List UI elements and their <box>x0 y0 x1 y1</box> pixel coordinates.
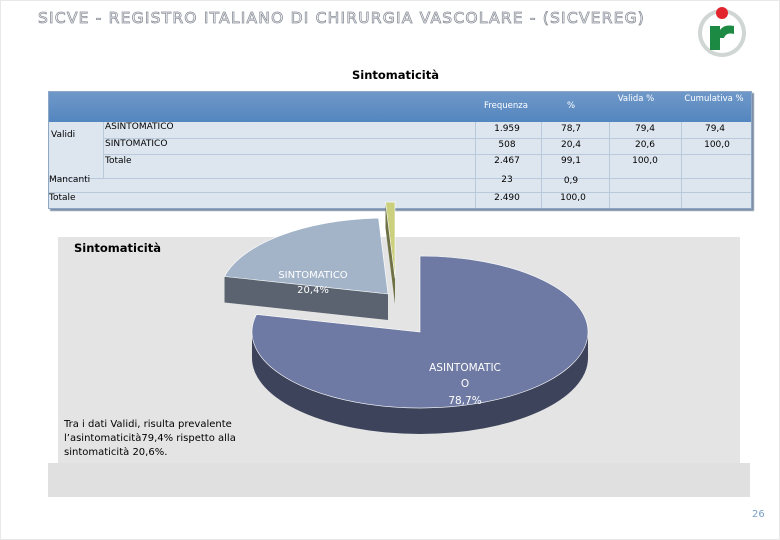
cell-percent: 0,9 <box>563 176 579 186</box>
chart-title: Sintomaticità <box>74 241 162 255</box>
cell-valida: 20,6 <box>634 140 656 150</box>
cell-percent: 78,7 <box>560 124 582 134</box>
slice-label-asintomatico-cont: O <box>460 378 470 390</box>
cell-percent: 20,4 <box>560 140 582 150</box>
cell-percent: 99,1 <box>560 156 582 166</box>
slice-label-asintomatico: ASINTOMATIC <box>429 362 501 374</box>
note-text: Tra i dati Validi, risulta prevalente l’asintomaticità79,4% rispetto alla sintomaticità 20,6%. <box>64 419 236 458</box>
slice-label-sintomatico: SINTOMATICO <box>278 270 348 281</box>
col-header-frequenza: Frequenza <box>484 101 528 111</box>
cell-cumulativa: 100,0 <box>704 140 730 150</box>
cell-cumulativa: 79,4 <box>704 124 726 134</box>
cell-frequenza: 2.490 <box>494 193 520 203</box>
cell-percent: 100,0 <box>560 193 586 203</box>
col-header-valida: Valida % <box>617 94 655 104</box>
row-label-totale-validi: Totale <box>105 156 132 166</box>
header-title: SICVE - REGISTRO ITALIANO DI CHIRURGIA VASCOLARE - (SICVEREG) <box>38 9 646 27</box>
cell-frequenza: 23 <box>501 175 513 185</box>
row-label-totale: Totale <box>49 193 76 203</box>
row-label-sintomatico: SINTOMATICO <box>105 139 168 149</box>
cell-valida: 100,0 <box>632 156 658 166</box>
col-header-percent: % <box>566 101 576 111</box>
row-label-mancanti: Mancanti <box>49 175 91 185</box>
cell-frequenza: 1.959 <box>494 124 520 134</box>
cell-frequenza: 2.467 <box>494 156 520 166</box>
col-header-cumulativa: Cumulativa % <box>684 94 744 104</box>
row-label-asintomatico: ASINTOMATICO <box>105 122 174 132</box>
pie-slice-mancanti <box>386 202 395 278</box>
page-title: Sintomaticità <box>352 68 440 82</box>
group-label-validi: Validi <box>51 130 76 140</box>
page-number: 26 <box>752 509 765 520</box>
slice-label-sintomatico-value: 20,4% <box>297 285 329 296</box>
slice-label-asintomatico-value: 78,7% <box>448 395 482 407</box>
cell-valida: 79,4 <box>634 124 656 134</box>
cell-frequenza: 508 <box>498 140 516 150</box>
